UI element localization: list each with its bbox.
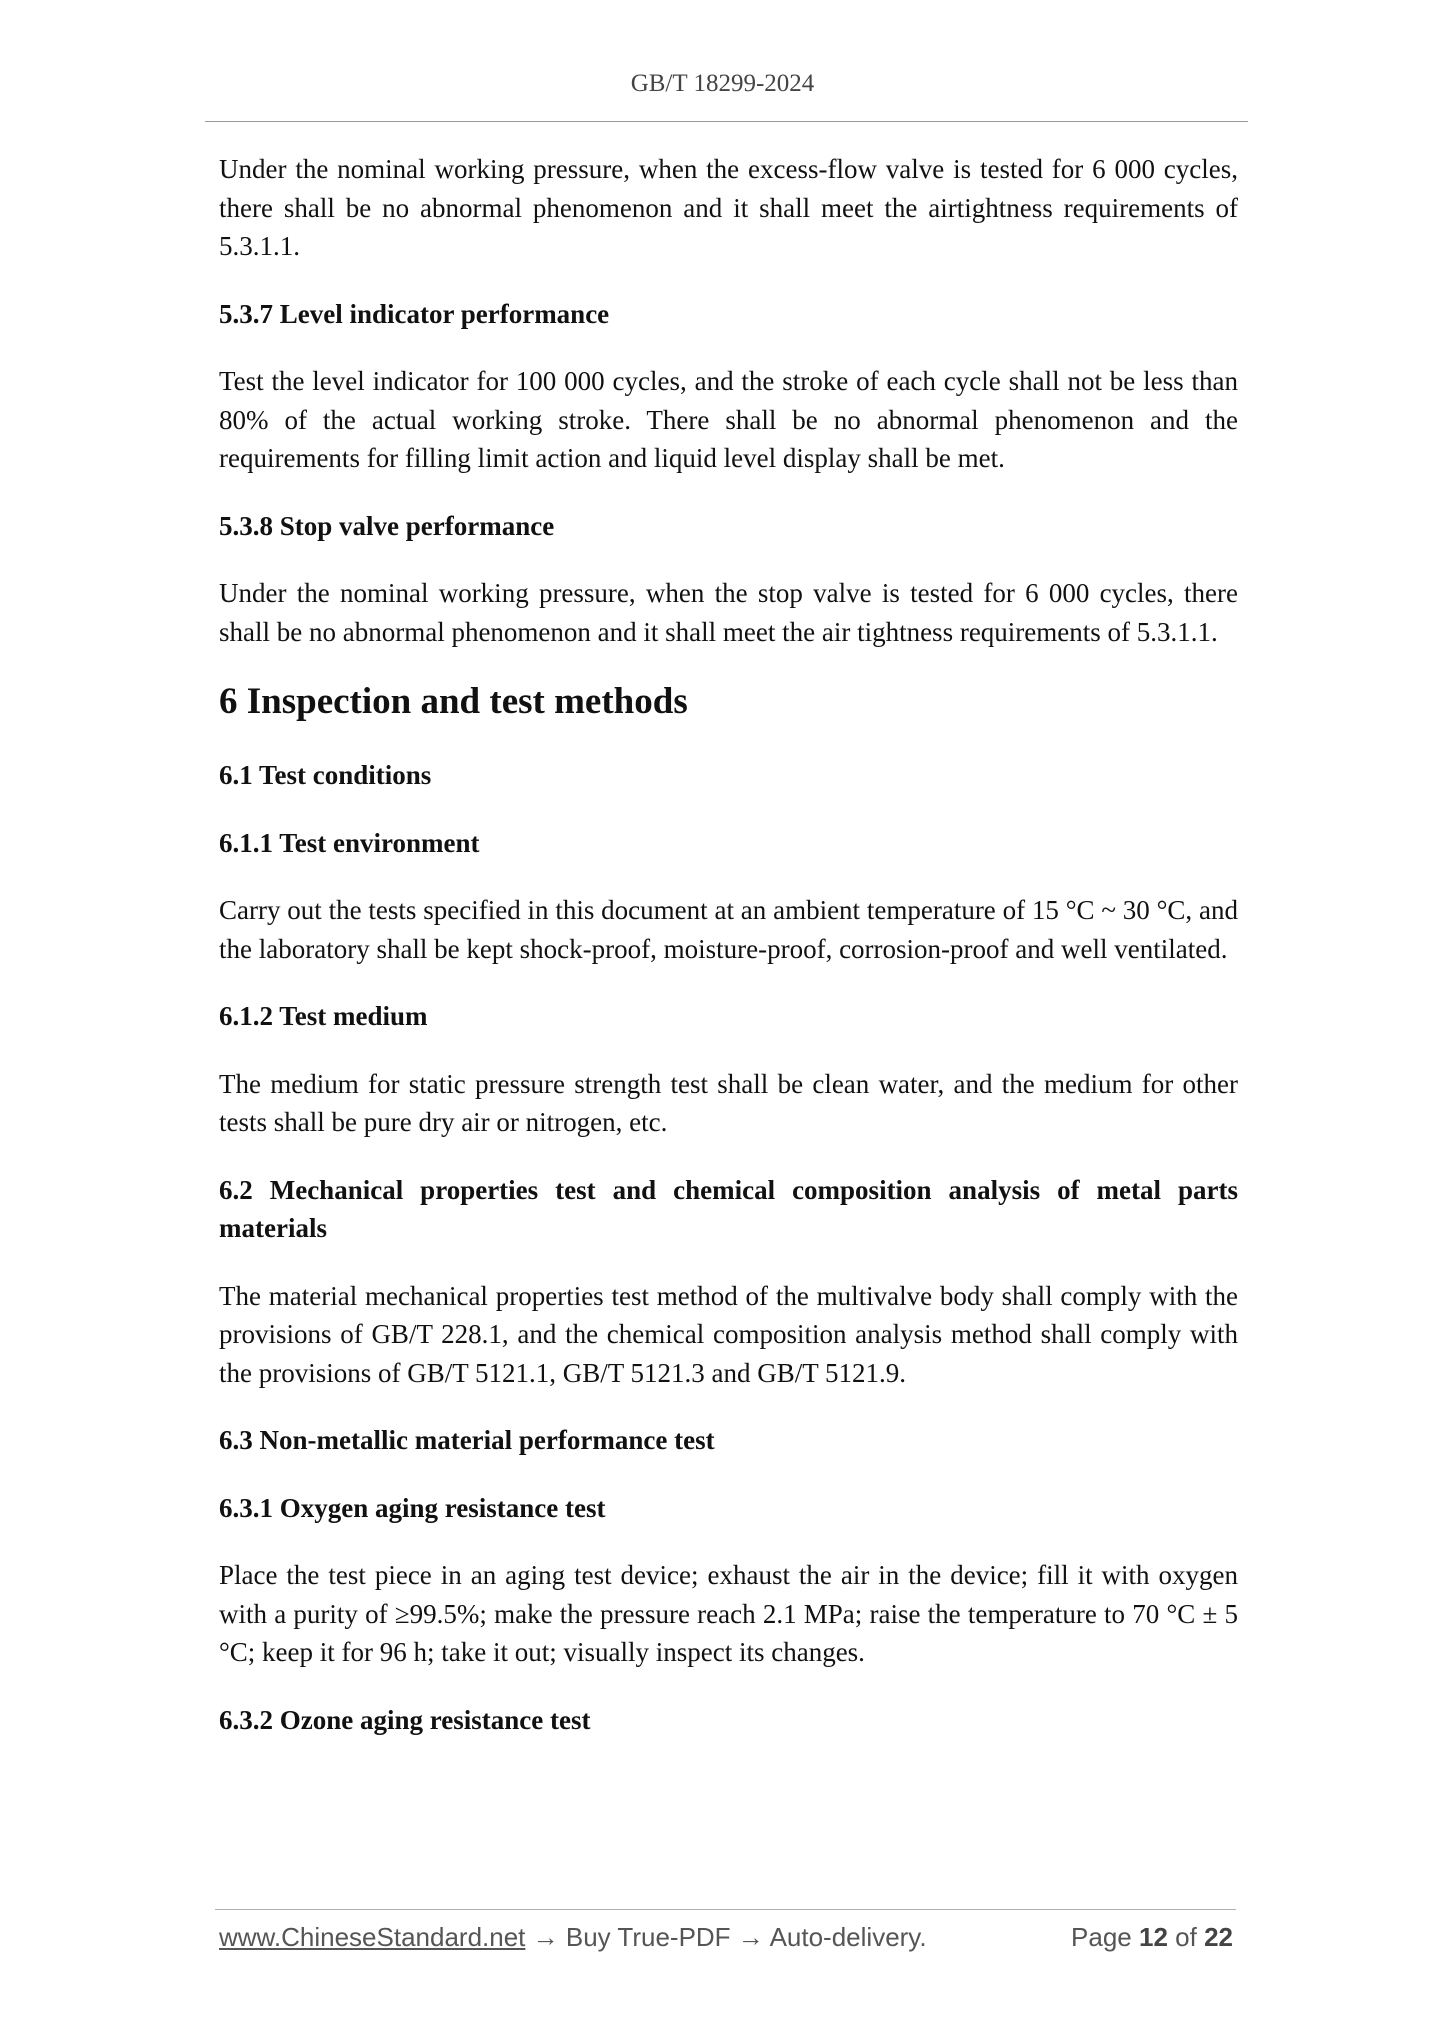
of-label: of	[1175, 1922, 1197, 1952]
paragraph-level-indicator: Test the level indicator for 100 000 cycles, and the stroke of each cycle shall not be less than 80% of the actual working stroke. There shall be no abnormal phenomenon and the requirements for filling limit action and liquid level display shall be met.	[219, 366, 1238, 473]
heading-5-3-7: 5.3.7 Level indicator performance	[219, 298, 610, 329]
heading-6-3-1: 6.3.1 Oxygen aging resistance test	[219, 1492, 606, 1523]
page-number: 12	[1139, 1922, 1168, 1952]
heading-6-2: 6.2 Mechanical properties test and chemical composition analysis of metal parts materials	[219, 1174, 1238, 1243]
heading-6-1-1: 6.1.1 Test environment	[219, 827, 480, 858]
paragraph-oxygen-aging: Place the test piece in an aging test device; exhaust the air in the device; fill it with oxygen with a purity of ≥99.5%; make the pressure reach 2.1 MPa; raise the temperature to 70 °C ± 5 °C; keep it for 96 h; take it out; visually inspect its changes.	[219, 1560, 1238, 1667]
heading-6-1: 6.1 Test conditions	[219, 760, 432, 790]
heading-6-1-2: 6.1.2 Test medium	[219, 1001, 428, 1031]
page-total: 22	[1204, 1922, 1233, 1952]
heading-6-3: 6.3 Non-metallic material performance test	[219, 1425, 715, 1455]
heading-6-3-2: 6.3.2 Ozone aging resistance test	[219, 1704, 591, 1735]
page-indicator	[1071, 1922, 1233, 1953]
footer-promo	[219, 1922, 927, 1953]
heading-5-3-8: 5.3.8 Stop valve performance	[219, 510, 555, 541]
paragraph-test-environment: Carry out the tests specified in this document at an ambient temperature of 15 °C ~ 30 °C, and the laboratory shall be kept shock-proof, moisture-proof, corrosion-proof and well ventilated.	[219, 895, 1238, 964]
footer-promo-text: → Buy True-PDF → Auto-delivery.	[525, 1922, 927, 1952]
paragraph-stop-valve: Under the nominal working pressure, when the stop valve is tested for 6 000 cycles, there shall be no abnormal phenomenon and it shall meet the air tightness requirements of 5.3.1.1.	[219, 578, 1238, 647]
paragraph-excess-flow-valve: Under the nominal working pressure, when the excess-flow valve is tested for 6 000 cycles, there shall be no abnormal phenomenon and it shall meet the airtightness requirements of 5.3.1.1.	[219, 154, 1238, 261]
page-footer	[219, 1922, 1233, 1962]
header-divider	[205, 121, 1248, 122]
header-standard-code: GB/T 18299-2024	[630, 70, 815, 97]
heading-6: 6 Inspection and test methods	[219, 681, 688, 722]
website-link[interactable]: www.ChineseStandard.net	[219, 1922, 526, 1952]
footer-divider	[215, 1909, 1236, 1910]
page-label: Page	[1071, 1922, 1132, 1952]
page-body	[219, 150, 1238, 1768]
paragraph-mechanical-properties: The material mechanical properties test method of the multivalve body shall comply with the provisions of GB/T 228.1, and the chemical composition analysis method shall comply with the provisions of GB/T 5121.1, GB/T 5121.3 and GB/T 5121.9.	[219, 1280, 1238, 1388]
paragraph-test-medium: The medium for static pressure strength test shall be clean water, and the medium for other tests shall be pure dry air or nitrogen, etc.	[219, 1068, 1238, 1137]
